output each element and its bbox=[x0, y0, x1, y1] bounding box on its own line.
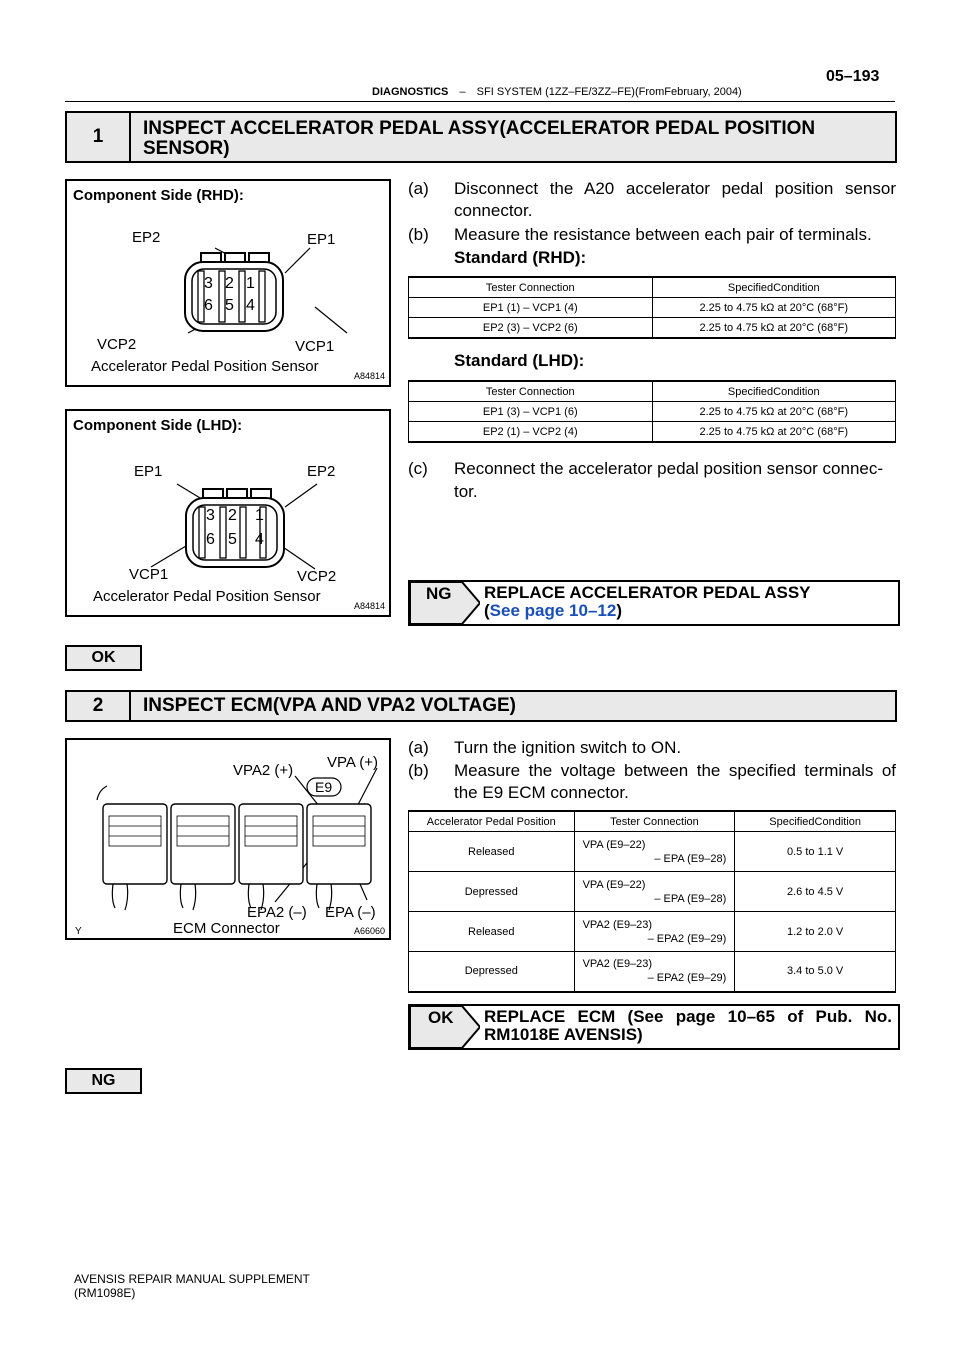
ok-action-line1: REPLACE ECM (See page 10–65 of Pub. No. bbox=[484, 1007, 892, 1026]
ng-action-close: ) bbox=[616, 601, 622, 620]
ng-action-line2 bbox=[484, 602, 892, 620]
conn-line2: – EPA2 (E9–29) bbox=[647, 972, 727, 985]
table-cell: 2.6 to 4.5 V bbox=[735, 872, 896, 912]
figure-code: A84814 bbox=[353, 601, 385, 611]
conn-line2: – EPA (E9–28) bbox=[654, 892, 727, 905]
conn-line1: VPA2 (E9–23) bbox=[582, 918, 653, 931]
terminal-label: EP1 bbox=[134, 463, 163, 480]
figure-ecm bbox=[65, 738, 391, 940]
footer-line2: (RM1098E) bbox=[74, 1286, 136, 1300]
step-title-line1: INSPECT ACCELERATOR PEDAL ASSY(ACCELERATOR PEDAL POSITION bbox=[143, 118, 816, 139]
instruction-text: Turn the ignition switch to ON. bbox=[454, 738, 682, 757]
figure-code: A66060 bbox=[353, 926, 385, 936]
pin-label: 3 bbox=[206, 507, 215, 524]
instruction-text: Disconnect the A20 accelerator pedal position sensor bbox=[454, 179, 896, 198]
pin-label: 3 bbox=[204, 275, 213, 292]
table-header-row bbox=[409, 277, 896, 298]
running-header bbox=[372, 86, 742, 98]
instruction-label: (b) bbox=[408, 225, 429, 244]
table-cell: EP1 (3) – VCP1 (6) bbox=[409, 402, 653, 422]
instruction-text: Measure the voltage between the specified terminals of bbox=[454, 761, 896, 780]
ok-flow-pill: OK bbox=[65, 645, 142, 671]
footer-line1: AVENSIS REPAIR MANUAL SUPPLEMENT bbox=[74, 1272, 310, 1286]
instruction-text: Measure the resistance between each pair of terminals. bbox=[454, 225, 872, 244]
terminal-label: EPA2 (–) bbox=[247, 904, 307, 921]
table-cell: 2.25 to 4.75 kΩ at 20°C (68°F) bbox=[652, 402, 896, 422]
see-page-link[interactable]: See page 10–12 bbox=[489, 601, 617, 620]
step-number: 1 bbox=[67, 113, 131, 161]
pin-label: 2 bbox=[225, 275, 234, 292]
table-row bbox=[409, 298, 896, 318]
instruction-text: connector. bbox=[454, 201, 533, 220]
step-title-line2: SENSOR) bbox=[143, 138, 230, 159]
terminal-label: VCP2 bbox=[297, 568, 337, 585]
table-header: SpecifiedCondition bbox=[652, 277, 896, 298]
table-cell: Released bbox=[409, 912, 575, 952]
table-cell bbox=[574, 832, 735, 872]
conn-line1: VPA (E9–22) bbox=[582, 878, 646, 891]
terminal-label: VCP2 bbox=[97, 336, 137, 353]
table-row bbox=[409, 318, 896, 339]
table-row bbox=[409, 832, 896, 872]
ok-action-line2: RM1018E AVENSIS) bbox=[484, 1025, 643, 1044]
table-header-row bbox=[409, 381, 896, 402]
instruction-label: (a) bbox=[408, 179, 429, 198]
ok-result-box bbox=[408, 1004, 900, 1050]
pin-label: 1 bbox=[255, 507, 264, 524]
figure-title: Component Side (RHD): bbox=[73, 187, 244, 204]
instruction-label: (c) bbox=[408, 459, 428, 478]
table-cell: EP1 (1) – VCP1 (4) bbox=[409, 298, 653, 318]
spec-table-lhd bbox=[408, 380, 896, 443]
table-cell: Depressed bbox=[409, 872, 575, 912]
ng-result-box bbox=[408, 580, 900, 626]
table-cell: 2.25 to 4.75 kΩ at 20°C (68°F) bbox=[652, 422, 896, 443]
terminal-label: VCP1 bbox=[295, 338, 335, 355]
ng-label: NG bbox=[426, 584, 452, 603]
table-row bbox=[409, 872, 896, 912]
table-header: SpecifiedCondition bbox=[735, 811, 896, 832]
step-2-header bbox=[65, 690, 897, 722]
ng-action-line1: REPLACE ACCELERATOR PEDAL ASSY bbox=[484, 583, 811, 602]
pin-label: 2 bbox=[228, 507, 237, 524]
ng-flow-pill: NG bbox=[65, 1068, 142, 1094]
table-cell: 2.25 to 4.75 kΩ at 20°C (68°F) bbox=[652, 318, 896, 339]
pin-label: 4 bbox=[246, 297, 255, 314]
figure-title: Component Side (LHD): bbox=[73, 417, 243, 434]
pin-label: 5 bbox=[225, 297, 234, 314]
table-cell: Depressed bbox=[409, 952, 575, 992]
figure-lhd bbox=[65, 409, 391, 617]
voltage-spec-table bbox=[408, 810, 896, 993]
table-header-row bbox=[409, 811, 896, 832]
ng-action bbox=[484, 584, 892, 620]
table-cell bbox=[574, 912, 735, 952]
table-row bbox=[409, 402, 896, 422]
page-number: 05–193 bbox=[826, 68, 880, 85]
instruction-text: Reconnect the accelerator pedal position sensor connec- bbox=[454, 459, 884, 478]
table-row bbox=[409, 422, 896, 443]
table-cell: 0.5 to 1.1 V bbox=[735, 832, 896, 872]
header-rule bbox=[65, 101, 895, 102]
ok-action bbox=[484, 1008, 892, 1044]
table-cell bbox=[574, 952, 735, 992]
conn-line2: – EPA (E9–28) bbox=[654, 852, 727, 865]
step-1-header bbox=[65, 111, 897, 163]
instruction-text: the E9 ECM connector. bbox=[454, 783, 629, 802]
step-number: 2 bbox=[67, 692, 131, 720]
table-cell: Released bbox=[409, 832, 575, 872]
pin-label: 6 bbox=[204, 297, 213, 314]
instruction-label: (a) bbox=[408, 738, 429, 757]
step-title: INSPECT ECM(VPA AND VPA2 VOLTAGE) bbox=[143, 695, 516, 716]
table-cell: 2.25 to 4.75 kΩ at 20°C (68°F) bbox=[652, 298, 896, 318]
conn-line1: VPA (E9–22) bbox=[582, 838, 646, 851]
table-header: Tester Connection bbox=[574, 811, 735, 832]
table-row bbox=[409, 912, 896, 952]
conn-line1: VPA2 (E9–23) bbox=[582, 958, 653, 971]
table-cell: EP2 (3) – VCP2 (6) bbox=[409, 318, 653, 339]
table-cell: 1.2 to 2.0 V bbox=[735, 912, 896, 952]
instruction-label: (b) bbox=[408, 761, 429, 780]
figure-caption: ECM Connector bbox=[173, 920, 280, 937]
table-cell: 3.4 to 5.0 V bbox=[735, 952, 896, 992]
header-section: DIAGNOSTICS bbox=[372, 86, 449, 98]
header-dash: – bbox=[459, 86, 466, 98]
terminal-label: EP1 bbox=[307, 231, 336, 248]
table-header: Tester Connection bbox=[409, 277, 653, 298]
table-cell bbox=[574, 872, 735, 912]
ok-label: OK bbox=[428, 1008, 454, 1027]
spec-table-rhd bbox=[408, 276, 896, 339]
figure-caption: Accelerator Pedal Position Sensor bbox=[91, 358, 319, 375]
terminal-label: VPA (+) bbox=[327, 754, 378, 771]
table-row bbox=[409, 952, 896, 992]
pin-label: 5 bbox=[228, 531, 237, 548]
header-subtitle: SFI SYSTEM (1ZZ–FE/3ZZ–FE)(FromFebruary, 2004) bbox=[476, 86, 742, 98]
pin-label: 1 bbox=[246, 275, 255, 292]
terminal-label: VCP1 bbox=[129, 566, 169, 583]
instruction-text: tor. bbox=[454, 482, 478, 501]
figure-rhd bbox=[65, 179, 391, 387]
pin-label: 6 bbox=[206, 531, 215, 548]
terminal-label: EP2 bbox=[307, 463, 336, 480]
standard-heading: Standard (RHD): bbox=[454, 248, 587, 267]
terminal-label: EP2 bbox=[132, 229, 161, 246]
figure-corner-mark: Y bbox=[75, 926, 82, 937]
figure-caption: Accelerator Pedal Position Sensor bbox=[93, 588, 321, 605]
table-header: Tester Connection bbox=[409, 381, 653, 402]
ng-action-open: ( bbox=[484, 601, 490, 620]
table-header: Accelerator Pedal Position bbox=[409, 811, 575, 832]
figure-code: A84814 bbox=[353, 371, 385, 381]
terminal-label: VPA2 (+) bbox=[233, 762, 294, 779]
table-header: SpecifiedCondition bbox=[652, 381, 896, 402]
table-cell: EP2 (1) – VCP2 (4) bbox=[409, 422, 653, 443]
terminal-label: EPA (–) bbox=[325, 904, 376, 921]
standard-heading: Standard (LHD): bbox=[454, 351, 585, 370]
conn-line2: – EPA2 (E9–29) bbox=[647, 932, 727, 945]
connector-id-label: E9 bbox=[315, 779, 333, 795]
pin-label: 4 bbox=[255, 531, 264, 548]
